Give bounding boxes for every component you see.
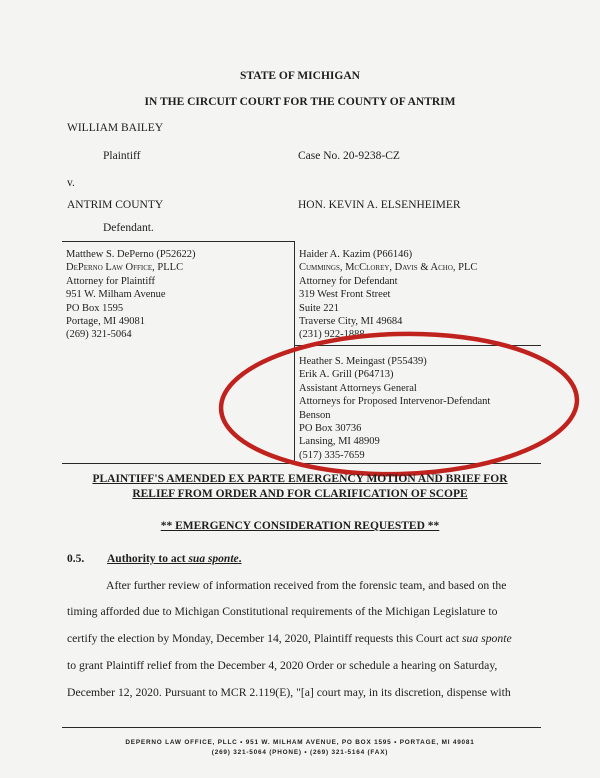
counsel-line: (517) 335-7659 [299,449,365,461]
counsel-line: PO Box 1595 [66,302,124,314]
counsel-line: Benson [299,409,331,421]
emergency-notice: ** EMERGENCY CONSIDERATION REQUESTED ** [160,520,440,532]
counsel-line: 319 West Front Street [299,289,391,301]
body-line-4: to grant Plaintiff relief from the December 4, 2020 Order or schedule a hearing on Saturday, [67,659,498,672]
body-italic: sua sponte [462,632,512,645]
counsel-line: Erik A. Grill (P64713) [299,369,394,381]
counsel-line: Attorney for Plaintiff [66,275,156,287]
body-line-3 [67,632,512,645]
defendant-name: ANTRIM COUNTY [67,199,164,211]
state-heading: STATE OF MICHIGAN [240,70,360,82]
plaintiff-name: WILLIAM BAILEY [67,122,164,134]
counsel-line: Assistant Attorneys General [299,382,417,394]
counsel-line: Attorney for Defendant [299,275,398,287]
section-heading-italic: sua sponte [188,553,239,565]
counsel-line: Matthew S. DePerno (P52622) [66,249,196,260]
counsel-line: DePerno Law Office, PLLC [66,262,184,274]
counsel-line: Attorneys for Proposed Intervenor-Defendant [299,396,491,408]
body-line-1: After further review of information received from the forensic team, and based on the [106,579,507,592]
counsel-line: Cummings, McClorey, Davis & Acho, PLC [299,262,478,274]
section-heading-text: Authority to act [107,553,189,565]
section-heading [107,553,242,565]
plaintiff-role: Plaintiff [103,150,141,162]
section-heading-suffix: . [238,553,242,565]
body-line-2: timing afforded due to Michigan Constitutional requirements of the Michigan Legislature to [67,605,498,618]
counsel-line: Traverse City, MI 49684 [299,316,403,328]
counsel-line: Portage, MI 49081 [66,316,146,328]
footer-rule [62,727,541,728]
counsel-line: 951 W. Milham Avenue [66,289,166,301]
court-heading: IN THE CIRCUIT COURT FOR THE COUNTY OF ANTRIM [144,96,456,108]
body-line-5: December 12, 2020. Pursuant to MCR 2.119(E), "[a] court may, in its discretion, dispense with [67,686,511,699]
motion-title-line1: PLAINTIFF'S AMENDED EX PARTE EMERGENCY MOTION AND BRIEF FOR [92,473,508,485]
counsel-line: (269) 321-5064 [66,329,132,341]
body-text: certify the election by Monday, December 14, 2020, Plaintiff requests this Court act [67,632,462,645]
counsel-line: PO Box 30736 [299,423,362,435]
counsel-line: Heather S. Meingast (P55439) [299,356,427,367]
motion-title-line2: RELIEF FROM ORDER AND FOR CLARIFICATION OF SCOPE [132,488,468,500]
counsel-line: Suite 221 [299,302,339,314]
footer-line-1: DEPERNO LAW OFFICE, PLLC • 951 W. MILHAM AVENUE, PO BOX 1595 • PORTAGE, MI 49081 [125,739,475,746]
section-number: 0.5. [67,553,85,565]
counsel-line: Lansing, MI 48909 [299,436,380,448]
defendant-role: Defendant. [103,222,154,234]
footer-line-2: (269) 321-5064 (PHONE) • (269) 321-5164 (FAX) [211,749,389,756]
versus: v. [67,177,75,189]
counsel-line: (231) 922-1888 [299,329,365,341]
case-number: Case No. 20-9238-CZ [298,150,400,162]
counsel-line: Haider A. Kazim (P66146) [299,249,413,260]
judge-name: HON. KEVIN A. ELSENHEIMER [298,199,461,211]
